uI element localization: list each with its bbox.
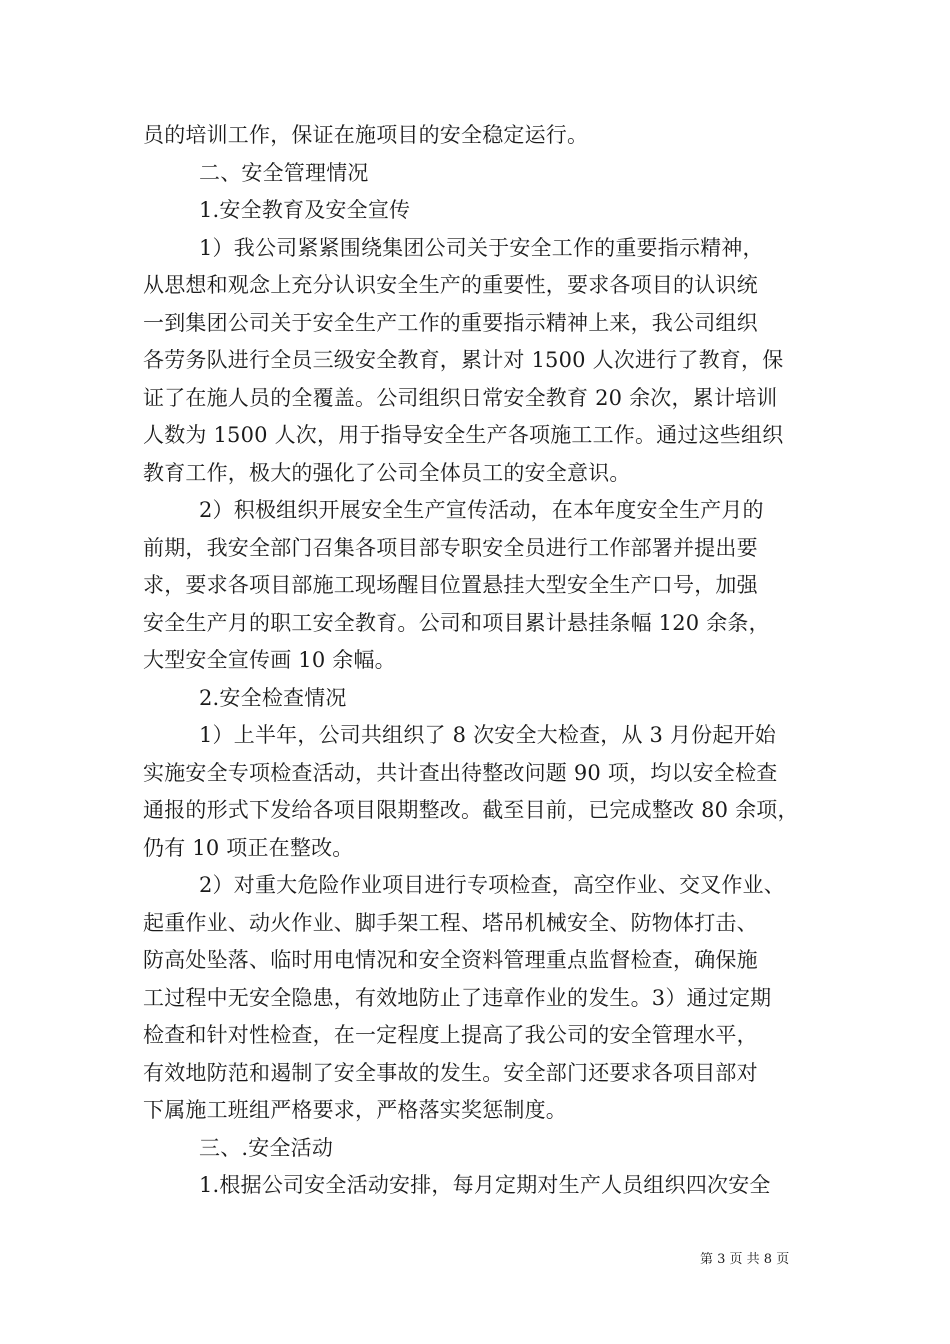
text-line: 1.安全教育及安全宣传 — [199, 198, 411, 222]
text-line: 求，要求各项目部施工现场醒目位置悬挂大型安全生产口号，加强 — [143, 573, 758, 597]
text-line: 一到集团公司关于安全生产工作的重要指示精神上来，我公司组织 — [143, 310, 758, 335]
text-line: 有效地防范和遏制了安全事故的发生。安全部门还要求各项目部对 — [143, 1060, 758, 1085]
text-line: 2）对重大危险作业项目进行专项检查，高空作业、交叉作业、 — [199, 873, 785, 897]
text-line: 通报的形式下发给各项目限期整改。截至目前，已完成整改 80 余项， — [143, 798, 799, 822]
text-line: 1.根据公司安全活动安排，每月定期对生产人员组织四次安全 — [199, 1173, 771, 1197]
text-line: 员的培训工作，保证在施项目的安全稳定运行。 — [143, 123, 589, 147]
text-line: 仍有 10 项正在整改。 — [143, 835, 354, 860]
text-line: 检查和针对性检查，在一定程度上提高了我公司的安全管理水平， — [143, 1023, 758, 1047]
text-line: 防高处坠落、临时用电情况和安全资料管理重点监督检查，确保施 — [143, 948, 758, 972]
text-line: 二、安全管理情况 — [199, 160, 369, 185]
text-line: 人数为 1500 人次，用于指导安全生产各项施工工作。通过这些组织 — [143, 423, 784, 447]
text-line: 2）积极组织开展安全生产宣传活动，在本年度安全生产月的 — [199, 498, 764, 522]
text-line: 1）我公司紧紧围绕集团公司关于安全工作的重要指示精神， — [199, 235, 764, 260]
text-line: 各劳务队进行全员三级安全教育，累计对 1500 人次进行了教育，保 — [143, 348, 784, 372]
text-line: 工过程中无安全隐患，有效地防止了违章作业的发生。3）通过定期 — [143, 985, 772, 1010]
text-line: 起重作业、动火作业、脚手架工程、塔吊机械安全、防物体打击、 — [143, 910, 758, 935]
text-line: 2.安全检查情况 — [199, 685, 347, 710]
text-line: 1）上半年，公司共组织了 8 次安全大检查，从 3 月份起开始 — [199, 723, 776, 747]
text-line: 从思想和观念上充分认识安全生产的重要性，要求各项目的认识统 — [143, 273, 758, 297]
document-body — [143, 117, 823, 1205]
text-line: 安全生产月的职工安全教育。公司和项目累计悬挂条幅 120 余条， — [143, 610, 770, 635]
page-number-footer: 第 3 页 共 8 页 — [700, 1252, 790, 1267]
text-line: 教育工作，极大的强化了公司全体员工的安全意识。 — [143, 460, 631, 485]
text-line: 前期，我安全部门召集各项目部专职安全员进行工作部署并提出要 — [143, 535, 758, 560]
text-line: 大型安全宣传画 10 余幅。 — [143, 648, 396, 672]
text-line: 证了在施人员的全覆盖。公司组织日常安全教育 20 余次，累计培训 — [143, 385, 778, 410]
text-line: 下属施工班组严格要求，严格落实奖惩制度。 — [143, 1098, 567, 1122]
text-line: 实施安全专项检查活动，共计查出待整改问题 90 项，均以安全检查 — [143, 760, 778, 785]
text-line: 三、.安全活动 — [199, 1135, 334, 1160]
